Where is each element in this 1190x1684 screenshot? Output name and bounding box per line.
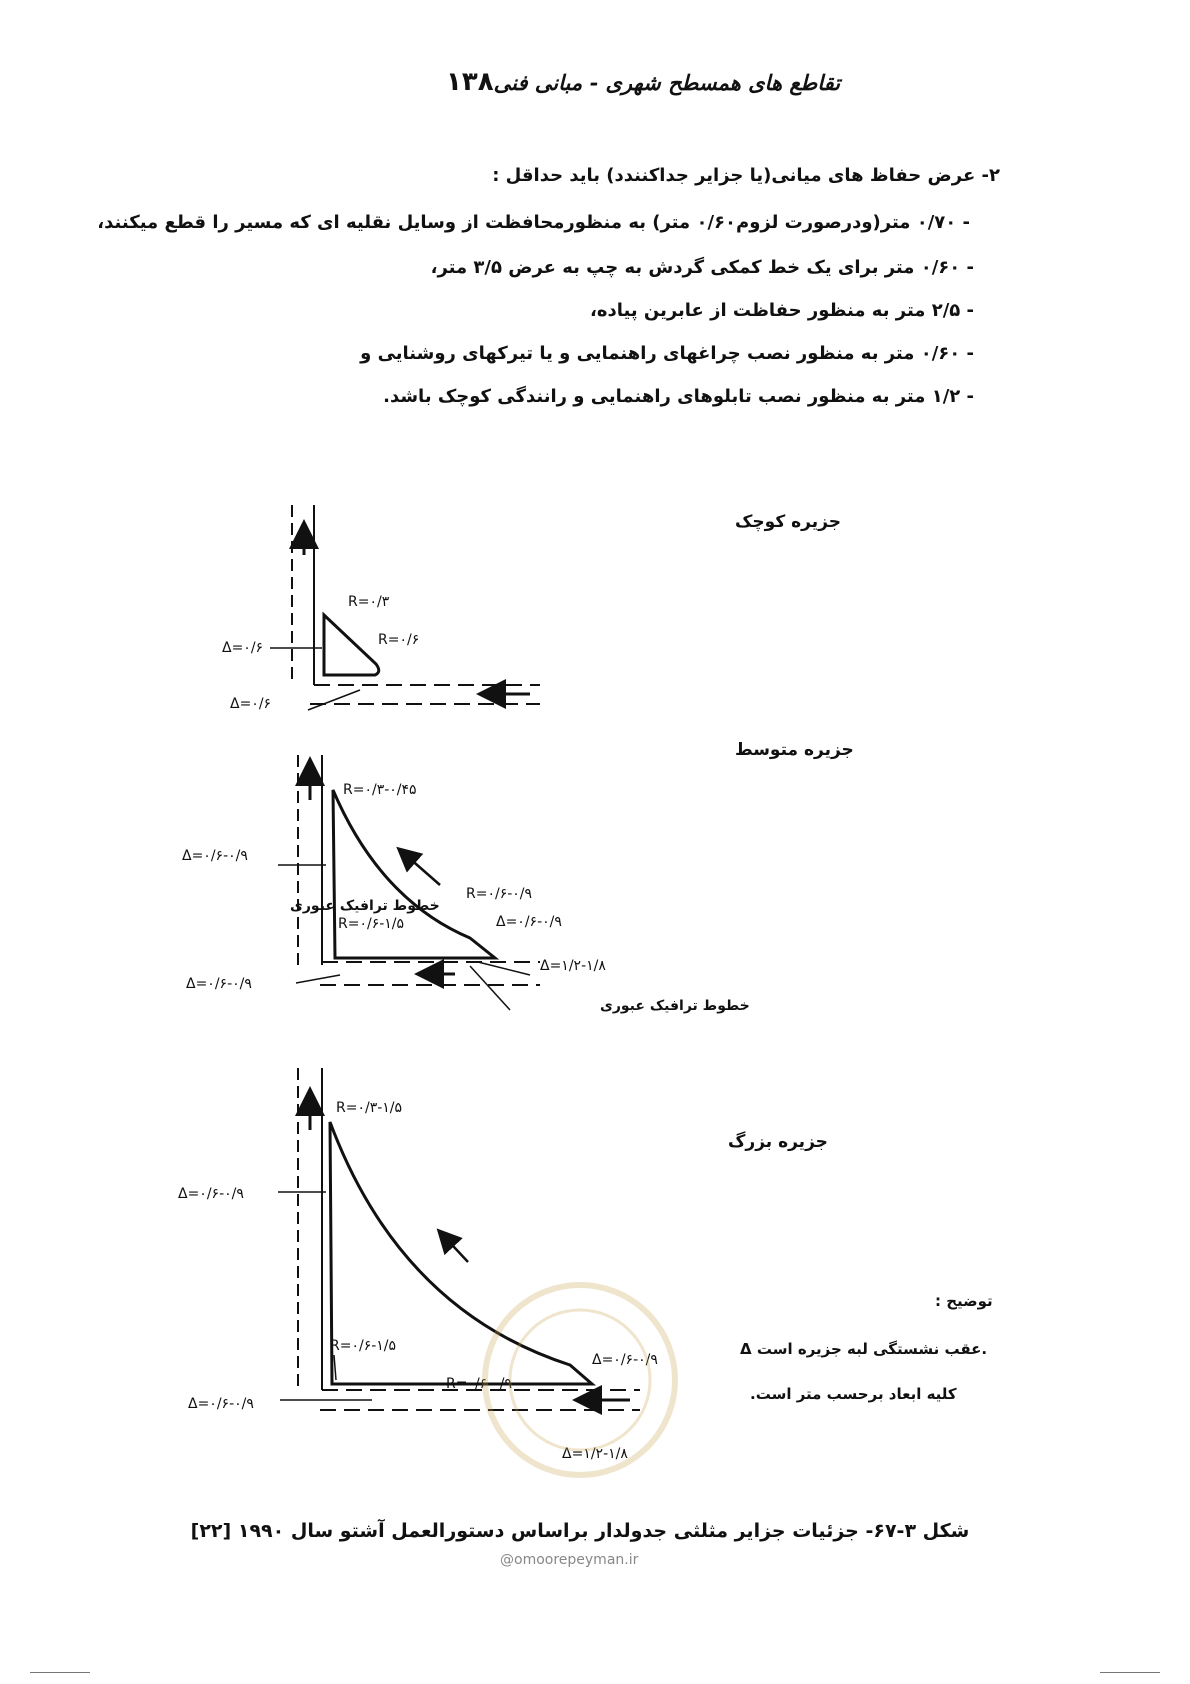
medium-r-top: R=۰/۳-۰/۴۵ (343, 782, 417, 798)
small-r-top: R=۰/۳ (348, 594, 390, 610)
running-title: تقاطع های همسطح شهری - مبانی فنی (493, 69, 841, 95)
bullet-1: - ۰/۷۰ متر(ودرصورت لزوم۰/۶۰ متر) به منظورمحافظت از وسایل نقلیه ای که مسیر را قطع میکنند، (97, 212, 970, 233)
medium-curve-arrow (400, 850, 440, 885)
large-leader-corner (334, 1355, 336, 1380)
medium-r-right: R=۰/۶-۰/۹ (466, 886, 533, 902)
medium-leader-lanes (470, 966, 510, 1010)
large-curve-arrow (440, 1232, 468, 1262)
bullet-3: - ۲/۵ متر به منظور حفاظت از عابرین پیاده، (590, 300, 974, 321)
medium-lanes-left: خطوط ترافیک عبوری (290, 898, 440, 914)
large-r-right: R=۰/۶-۰/۹ (446, 1376, 513, 1392)
bullet-2: - ۰/۶۰ متر برای یک خط کمکی گردش به چپ به عرض ۳/۵ متر، (430, 257, 974, 278)
notes-line-1: Δ عقب نشستگی لبه جزیره است. (740, 1340, 988, 1358)
large-r-corner: R=۰/۶-۱/۵ (330, 1338, 397, 1354)
bullet-5: - ۱/۲ متر به منظور نصب تابلوهای راهنمایی و رانندگی کوچک باشد. (383, 386, 974, 407)
bullet-4: - ۰/۶۰ متر به منظور نصب چراغهای راهنمایی و یا تیرکهای روشنایی و (360, 343, 974, 364)
footer-rule-left (30, 1672, 90, 1673)
small-leader-2 (308, 690, 360, 710)
large-offset-bottom-left: Δ=۰/۶-۰/۹ (188, 1396, 254, 1412)
page-number: ۱۳۸ (446, 67, 494, 97)
medium-offset-tip: Δ=۰/۶-۰/۹ (496, 914, 562, 930)
large-island-drawing (278, 1068, 640, 1410)
footer-rule-right (1100, 1672, 1160, 1673)
small-r-corner: R=۰/۶ (378, 632, 420, 648)
medium-r-corner: R=۰/۶-۱/۵ (338, 916, 405, 932)
medium-offset-left: Δ=۰/۶-۰/۹ (182, 848, 248, 864)
medium-island-title: جزیره متوسط (735, 740, 854, 760)
small-island-outline (324, 615, 379, 675)
large-r-top: R=۰/۳-۱/۵ (336, 1100, 403, 1116)
figure-caption: شکل ۳-۶۷- جزئیات جزایر مثلثی جدولدار براساس دستورالعمل آشتو سال ۱۹۹۰ [۲۲] (190, 1520, 970, 1542)
medium-leader-br (478, 962, 530, 975)
medium-leader-bl (296, 975, 340, 983)
large-offset-bottom-right: Δ=۱/۲-۱/۸ (562, 1446, 628, 1462)
medium-offset-bottom-right: Δ=۱/۲-۱/۸ (540, 958, 606, 974)
notes-title: توضیح : (935, 1292, 993, 1310)
medium-lanes-bottom: خطوط ترافیک عبوری (600, 998, 750, 1014)
section-heading: ۲- عرض حفاظ های میانی(یا جزایر جداکنندد) باید حداقل : (492, 165, 1000, 186)
small-island-title: جزیره کوچک (735, 512, 841, 532)
small-offset-left: Δ=۰/۶ (222, 640, 264, 656)
small-island-drawing (270, 505, 540, 710)
large-offset-tip: Δ=۰/۶-۰/۹ (592, 1352, 658, 1368)
notes-line-2: کلیه ابعاد برحسب متر است. (750, 1385, 957, 1403)
watermark-text: @omoorepeyman.ir (500, 1552, 639, 1568)
medium-island-outline (333, 790, 495, 958)
medium-offset-bottom-left: Δ=۰/۶-۰/۹ (186, 976, 252, 992)
small-offset-bottom: Δ=۰/۶ (230, 696, 272, 712)
large-offset-left: Δ=۰/۶-۰/۹ (178, 1186, 244, 1202)
large-island-title: جزیره بزرگ (728, 1132, 828, 1152)
